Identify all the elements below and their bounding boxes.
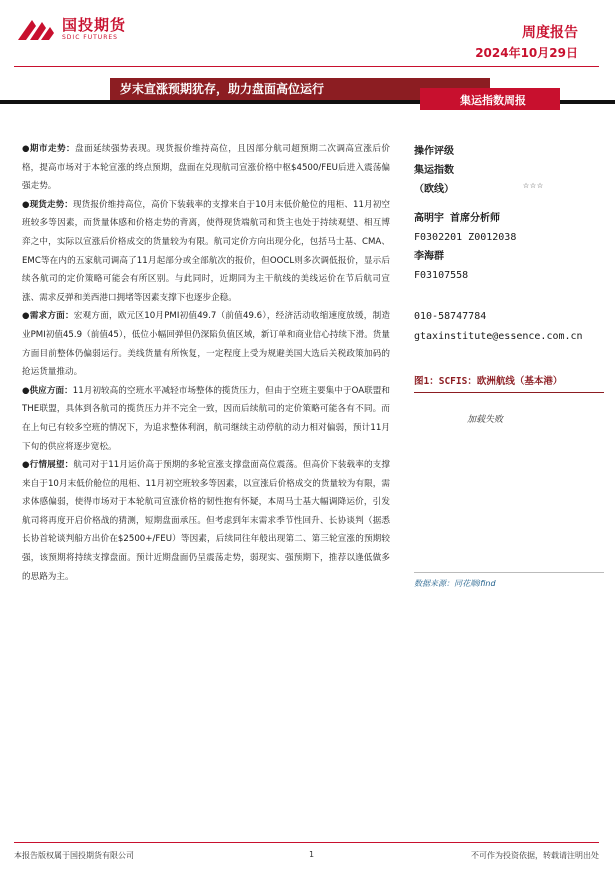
analyst-name-1: 高明宇 首席分析师 [414,213,501,224]
analyst-name-2: 李海群 [414,251,444,262]
figure-source-divider [414,572,604,573]
route-label: （欧线） [414,184,454,195]
footer-disclaimer: 不可作为投资依据，转载请注明出处 [471,851,599,860]
footer-divider [14,842,599,843]
paragraph-label: ●供应方面： [22,385,73,396]
analyst-cert-2: F03107558 [414,270,469,281]
figure-source: 数据来源：同花顺ifind [414,579,496,588]
figure-placeholder: 加载失败 [467,415,504,425]
paragraph-label: ●期市走势： [22,144,75,154]
analyst-cert-1: F0302201 Z0012038 [414,232,517,243]
header-divider [14,66,599,67]
paragraph-market-trend [22,140,390,196]
figure-divider [414,392,604,393]
paragraph-text: 宏观方面，欧元区10月PMI初值49.7（前值49.6），经济活动收缩速度放缓，制造业PMI初值45.9（前值45），低位小幅回弹但仍深陷负值区域，新订单和商业信心持续下滑。货量方面目前整体仍偏弱运行。美线货量有所恢复，一定程度上受为规避美国大选后关税政策加码的抢运货量推动。 [22,311,390,378]
logo-chinese-name: 国投期货 [62,15,127,34]
paragraph-text: 11月初较高的空班水平减轻市场整体的揽货压力，但由于空班主要集中于OA联盟和THE联盟，具体到各航司的揽货压力并不完全一致，因而后续航司的定价策略可能各有不同。而在上旬已有较多空班的情况下，为追求整体利润，航司继续主动停航的动力相对偏弱，预计11月下旬的供应将逐步宽松。 [22,385,390,452]
page-number: 1 [309,850,315,859]
footer-copyright: 本报告版权属于国投期货有限公司 [14,851,134,860]
contact-phone: 010-58747784 [414,311,487,322]
contact-email[interactable]: gtaxinstitute@essence.com.cn [414,331,583,342]
report-title: 岁末宣涨预期犹存，助力盘面高位运行 [120,82,325,96]
paragraph-label: ●行情展望： [22,460,74,471]
paragraph-text: 航司对于11月运价高于预期的多轮宣涨支撑盘面高位震荡。但高价下装载率的支撑来自于10月末低价舱位的甩柜、11月初空班较多等因素，以宣涨后价格成交的货量较为有限，需求体感偏弱，使得市场对于本轮航司宣涨价格的韧性抱有怀疑，本周马士基大幅调降运价，引发航司将再度开启价格战的猜测，短期盘面承压。但考虑到年末需求季节性回升、长协谈判（据悉长协首轮谈判船方出价在$2500+/FEU）等因素，后续同往年般出现第二、第三轮宣涨的预期较强，该预期将持续支撑盘面。预计近期盘面仍呈震荡走势，弱现实、强预期下，推荐以逢低做多的思路为主。 [22,460,391,582]
logo-english-name: SDIC FUTURES [62,33,118,41]
paragraph-supply [22,382,390,456]
index-label: 集运指数 [414,165,454,176]
rating-label: 操作评级 [414,146,454,157]
rating-stars-icon: ☆☆☆ [522,180,544,191]
rating-row [414,180,544,199]
company-logo [14,14,126,44]
report-date: 2024年10月29日 [475,46,578,60]
sidebar [414,142,604,347]
main-text-column [22,140,390,586]
paragraph-outlook [22,456,390,586]
paragraph-spot-trend [22,196,390,308]
section-tag: 集运指数周报 [460,94,526,107]
paragraph-demand [22,307,390,381]
paragraph-label: ●需求方面： [22,311,74,322]
logo-mark-icon [14,14,58,44]
report-type: 周度报告 [522,25,578,41]
paragraph-label: ●现货走势： [22,199,73,210]
paragraph-text: 盘面延续强势表现。现货报价维持高位，且因部分航司超预期二次调高宣涨后价格，提高市场对于本轮宣涨的终点预期，盘面在兑现航司宣涨价格中枢$4500/FEU后进入震荡偏强走势。 [22,144,390,192]
paragraph-text: 现货报价维持高位，高价下装载率的支撑来自于10月末低价舱位的甩柜、11月初空班较多等因素，而货量体感和价格走势的背离，使得现货端航司和货主也处于持续观望、相互博弈之中，实际以宣涨后价格成交的货量较为有限。航司定价方向出现分化，包括马士基、CMA、EMC等在内的五家航司调高了11月起部分或全部航次的报价，但OOCL则多次调低报价，显示后续各航司的定价策略可能会有所区别。与此同时，近期同为主干航线的美线运价在节后航司宣涨、需求反弹和美西港口拥堵等因素支撑下也逐步企稳。 [22,199,391,303]
figure-title: 图1：SCFIS：欧洲航线（基本港） [414,376,563,387]
